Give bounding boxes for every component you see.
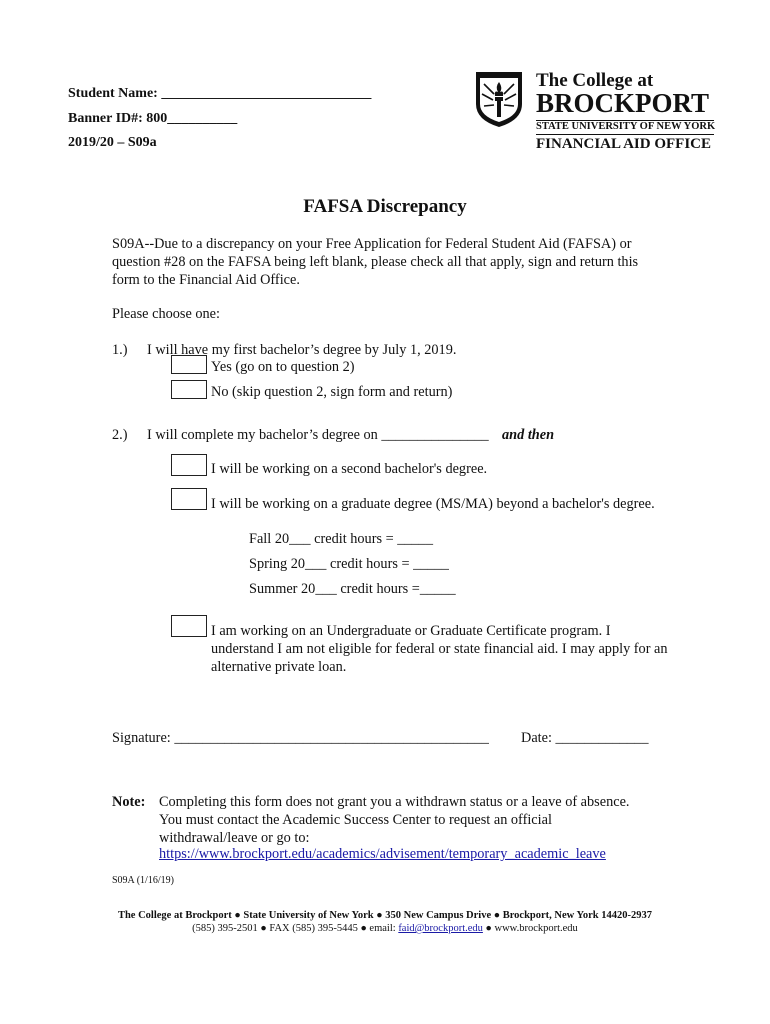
logo-rule bbox=[536, 134, 714, 135]
fall-credit-hours[interactable]: Fall 20___ credit hours = _____ bbox=[249, 531, 433, 547]
footer-phone-fax: (585) 395-2501 ● FAX (585) 395-5445 ● email: bbox=[192, 923, 399, 934]
signature-field[interactable]: Signature: ____________________________________________ bbox=[112, 730, 489, 746]
q2-and-then: and then bbox=[502, 427, 555, 443]
q1-no-label: No (skip question 2, sign form and return) bbox=[211, 384, 453, 400]
logo-line4: FINANCIAL AID OFFICE bbox=[536, 136, 712, 152]
summer-credit-hours[interactable]: Summer 20___ credit hours =_____ bbox=[249, 581, 456, 597]
q1-yes-checkbox[interactable] bbox=[171, 355, 207, 374]
footer-address: The College at Brockport ● State University of New York ● 350 New Campus Drive ● Brockport, New York 14420-2937 bbox=[117, 910, 653, 921]
form-code: 2019/20 – S09a bbox=[68, 135, 157, 150]
footer-email-link[interactable]: faid@brockport.edu bbox=[398, 923, 483, 934]
torch-shield-icon bbox=[474, 70, 524, 128]
logo-line2: BROCKPORT bbox=[536, 88, 710, 118]
q2-second-bachelor-label: I will be working on a second bachelor's degree. bbox=[211, 461, 488, 477]
q1-no-checkbox[interactable] bbox=[171, 380, 207, 399]
q2-text[interactable]: I will complete my bachelor’s degree on _______________ bbox=[147, 427, 489, 443]
college-logo bbox=[474, 70, 724, 155]
note-text: Completing this form does not grant you a withdrawn status or a leave of absence. You must contact the Academic Success Center to request an official withdrawal/leave or go to: bbox=[159, 794, 630, 846]
q1-text: I will have my first bachelor’s degree by July 1, 2019. bbox=[147, 342, 457, 358]
q2-graduate-degree-checkbox[interactable] bbox=[171, 488, 207, 510]
logo-line3: STATE UNIVERSITY OF NEW YORK bbox=[536, 121, 716, 132]
page-title: FAFSA Discrepancy bbox=[303, 196, 467, 217]
footer-website: ● www.brockport.edu bbox=[482, 923, 578, 934]
revision-code: S09A (1/16/19) bbox=[112, 875, 174, 886]
q1-yes-label: Yes (go on to question 2) bbox=[211, 359, 355, 375]
choose-instruction: Please choose one: bbox=[112, 306, 220, 322]
q2-second-bachelor-checkbox[interactable] bbox=[171, 454, 207, 476]
q2-certificate-label: I am working on an Undergraduate or Graduate Certificate program. I understand I am not eligible for federal or state financial aid. I may apply for an alternative private loan. bbox=[211, 623, 668, 675]
q1-number: 1.) bbox=[112, 342, 128, 358]
footer-contact bbox=[0, 923, 770, 934]
date-field[interactable]: Date: _____________ bbox=[521, 730, 649, 746]
logo-line1: The College at bbox=[536, 70, 654, 91]
banner-id-field[interactable]: Banner ID#: 800__________ bbox=[68, 111, 238, 126]
note-label: Note: bbox=[112, 794, 146, 810]
q2-graduate-degree-label: I will be working on a graduate degree (MS/MA) beyond a bachelor's degree. bbox=[211, 496, 655, 512]
spring-credit-hours[interactable]: Spring 20___ credit hours = _____ bbox=[249, 556, 449, 572]
student-name-field[interactable]: Student Name: ______________________________ bbox=[68, 86, 372, 101]
intro-paragraph: S09A--Due to a discrepancy on your Free Application for Federal Student Aid (FAFSA) or question #28 on the FAFSA being left blank, please check all that apply, sign and return this form to the Financial Aid Office. bbox=[112, 236, 639, 288]
q2-number: 2.) bbox=[112, 427, 128, 443]
q2-certificate-checkbox[interactable] bbox=[171, 615, 207, 637]
temporary-leave-link[interactable]: https://www.brockport.edu/academics/advisement/temporary_academic_leave bbox=[159, 846, 606, 862]
